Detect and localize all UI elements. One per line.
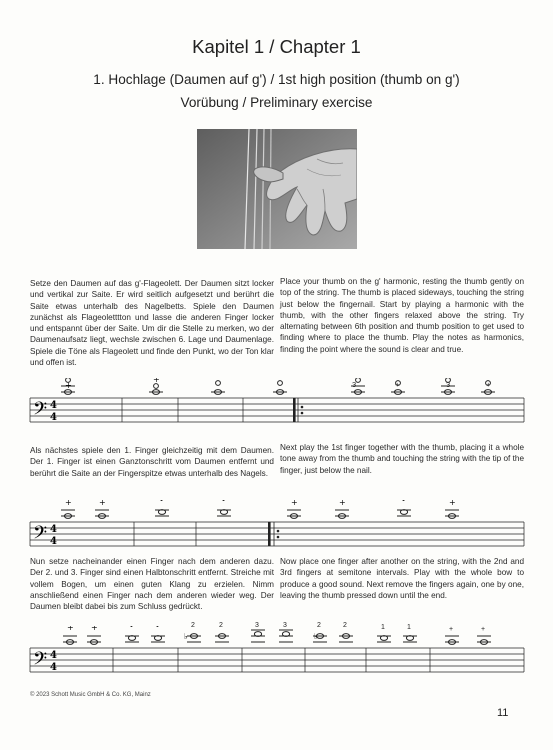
- fingering-mark: +: [395, 380, 400, 389]
- fingering-mark: +: [67, 626, 74, 632]
- fingering-mark: [129, 626, 134, 629]
- fingering-mark: 1: [407, 624, 411, 631]
- section-3-german-text: Nun setze nacheinander einen Finger nach dem anderen dazu. Der 2. und 3. Finger sind einen Halbtonschritt entfernt. Streiche mit vollem Bogen, um einen guten Klang zu erzielen. Nimm anschließend einen Finger nach dem anderen wieder weg. Der Daumen bleibt dabei bis zum Schluss gedrückt.: [30, 557, 274, 612]
- fingering-mark: 2: [343, 622, 347, 629]
- fingering-mark: +: [481, 626, 486, 633]
- fingering-mark: +: [91, 626, 98, 632]
- fingering-mark: 3: [283, 622, 287, 629]
- fingering-mark: +: [65, 381, 72, 390]
- fingering-mark: 3: [446, 380, 451, 389]
- hand-thumb-on-string-photo: [197, 129, 357, 249]
- section-2-german-text: Als nächstes spiele den 1. Finger gleichzeitig mit dem Daumen. Der 1. Finger ist einen Ganztonschritt vom Daumen entfernt und berührt die Saite an der Fingerspitze etwas unterhalb des Nagels.: [30, 446, 274, 478]
- svg-text:4: 4: [50, 650, 57, 661]
- fingering-mark: [401, 500, 406, 503]
- fingering-mark: +: [153, 378, 160, 384]
- photo-illustration: [197, 129, 357, 249]
- svg-text:4: 4: [50, 662, 57, 673]
- bass-clef-icon: 𝄢: [33, 523, 48, 548]
- svg-text:4: 4: [50, 524, 57, 535]
- fingering-mark: +: [449, 626, 454, 633]
- fingering-mark: [221, 500, 226, 503]
- svg-text:4: 4: [50, 536, 57, 547]
- fingering-mark: 1: [381, 624, 385, 631]
- fingering-mark: +: [99, 500, 106, 507]
- fingering-mark: +: [486, 380, 491, 389]
- music-staff-3: [28, 626, 528, 689]
- fingering-mark: 3: [352, 380, 357, 389]
- fingering-mark: 3: [255, 622, 259, 629]
- flat-sign: ♭: [314, 632, 318, 641]
- music-staff-1: [28, 378, 528, 441]
- fingering-mark: [215, 378, 222, 379]
- fingering-mark: [155, 626, 160, 629]
- exercise-title: Vorübung / Preliminary exercise: [180, 95, 373, 110]
- page-number: 11: [497, 707, 509, 719]
- fingering-mark: +: [65, 500, 72, 507]
- music-staff-2: [28, 500, 528, 563]
- fingering-mark: [277, 378, 284, 379]
- fingering-mark: 2: [191, 622, 195, 629]
- bass-clef-icon: 𝄢: [33, 399, 48, 424]
- section-3-english-text: Now place one finger after another on the string, with the 2nd and 3rd fingers at semitone intervals. Play with the whole bow to produce a good sound. Next remove the fingers again, one by one, leaving the thumb pressed down until the end.: [280, 557, 524, 600]
- section-1-english-text: Place your thumb on the g' harmonic, resting the thumb gently on top of the string. The thumb is placed sideways, touching the string just below the fingernail. Start by playing a harmonic with the thumb, with the other fingers relaxed above the string. Try alternating between 6th position and thumb position to get used to finding where to place the thumb. Play the notes as harmonics, finding the point where the sound is clear and true.: [280, 277, 524, 354]
- flat-sign: ♭: [184, 632, 188, 641]
- section-title: 1. Hochlage (Daumen auf g') / 1st high position (thumb on g'): [93, 72, 460, 87]
- fingering-mark: +: [339, 500, 346, 507]
- time-sig-top: 4: [50, 400, 57, 411]
- fingering-mark: +: [449, 500, 456, 507]
- copyright-notice: © 2023 Schott Music GmbH & Co. KG, Mainz: [30, 692, 151, 698]
- section-1-german-text: Setze den Daumen auf das g'-Flageolett. Der Daumen sitzt locker und vertikal zur Saite. Er wird seitlich aufgesetzt und berührt die Saite etwas unterhalb des Nagelbetts. Spiele den Daumen zunächst als Flageoletttton und lasse die anderen Finger locker und entspannt über der Saite. Um dir die Stelle zu merken, wo der Daumenaufsatz liegt, wechsle zwischen 6. Lage und Daumenlage. Spiele die Töne als Flageolett und finde den Punkt, wo der Ton klar und offen ist.: [30, 279, 274, 368]
- fingering-mark: [159, 500, 164, 503]
- time-sig-bottom: 4: [50, 412, 57, 423]
- bass-clef-icon: 𝄢: [33, 649, 48, 674]
- fingering-mark: 2: [317, 622, 321, 629]
- section-2-english-text: Next play the 1st finger together with the thumb, placing it a whole tone away from the thumb and touching the string with the tip of the finger, just below the nail.: [280, 443, 524, 475]
- chapter-title: Kapitel 1 / Chapter 1: [192, 36, 361, 57]
- fingering-mark: 2: [219, 622, 223, 629]
- fingering-mark: +: [291, 500, 298, 507]
